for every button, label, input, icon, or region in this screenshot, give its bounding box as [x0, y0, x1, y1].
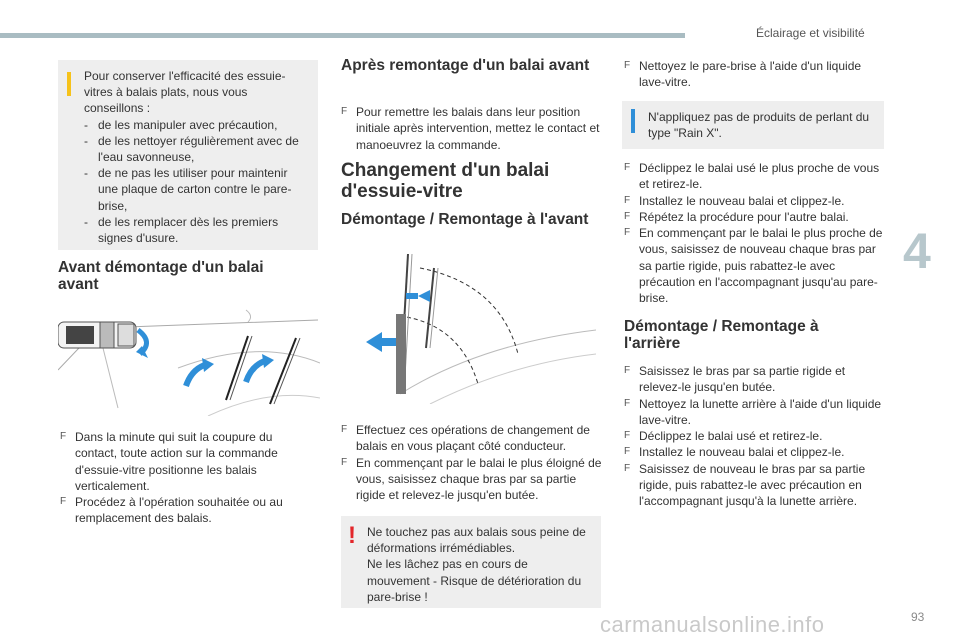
info-text: N'appliquez pas de produits de perlant du type "Rain X".	[648, 110, 870, 141]
tip-marker-icon	[67, 72, 71, 96]
clean-steps	[624, 58, 886, 91]
rear-subheading: Démontage / Remontage à l'arrière	[624, 318, 819, 352]
step-item: F Pour remettre les balais dans leur position initiale après intervention, mettez le contact et manoeuvrez la commande.	[341, 104, 603, 153]
step-item: F Saisissez le bras par sa partie rigide et relevez-le jusqu'en butée.	[624, 363, 886, 396]
warning-line: Ne les lâchez pas en cours de mouvement - Risque de détérioration du pare-brise !	[367, 557, 582, 604]
tip-item: - de les nettoyer régulièrement avec de l'eau savonneuse,	[84, 133, 308, 165]
tip-item: - de les remplacer dès les premiers signes d'usure.	[84, 214, 308, 246]
warning-exclamation-icon: !	[348, 522, 356, 549]
after-refit-steps	[341, 104, 603, 153]
front-wiper-removal-illustration	[360, 244, 596, 404]
front-removal-steps	[341, 422, 603, 503]
tip-item: - de les manipuler avec précaution,	[84, 117, 308, 133]
watermark: carmanualsonline.info	[600, 612, 825, 637]
blade-change-steps	[624, 160, 886, 307]
step-item: F Nettoyez le pare-brise à l'aide d'un liquide lave-vitre.	[624, 58, 886, 91]
info-note	[622, 101, 884, 149]
wiper-stalk-illustration	[58, 308, 320, 416]
rear-removal-steps	[624, 363, 886, 510]
step-item: F Dans la minute qui suit la coupure du contact, toute action sur la commande d'essuie-vitre positionne les balais verticalement.	[60, 429, 310, 494]
main-heading: Changement d'un balai d'essuie-vitre	[341, 160, 550, 202]
tip-note	[58, 60, 318, 250]
section-title: Éclairage et visibilité	[756, 26, 865, 40]
tip-intro: Pour conserver l'efficacité des essuie-vitres à balais plats, nous vous conseillons :	[84, 69, 286, 116]
heading-before-removal: Avant démontage d'un balai avant	[58, 259, 264, 293]
front-subheading: Démontage / Remontage à l'avant	[341, 211, 589, 228]
step-item: F Nettoyez la lunette arrière à l'aide d'un liquide lave-vitre.	[624, 396, 886, 429]
info-marker-icon	[631, 109, 635, 133]
step-item: F Saisissez de nouveau le bras par sa partie rigide, puis rabattez-le avec précaution en l'accompagnant jusqu'à la lunette arrière.	[624, 461, 886, 510]
tip-item: - de ne pas les utiliser pour maintenir une plaque de carton contre le pare-brise,	[84, 165, 308, 214]
warning-line: Ne touchez pas aux balais sous peine de déformations irrémédiables.	[367, 525, 586, 556]
step-item: F Procédez à l'opération souhaitée ou au remplacement des balais.	[60, 494, 310, 527]
warning-note	[341, 516, 601, 608]
step-item: F Installez le nouveau balai et clippez-le.	[624, 193, 886, 209]
chapter-number: 4	[903, 223, 931, 279]
step-item: F Déclippez le balai usé le plus proche de vous et retirez-le.	[624, 160, 886, 193]
page-number: 93	[911, 610, 925, 624]
step-item: F En commençant par le balai le plus proche de vous, saisissez de nouveau chaque bras par sa partie rigide, puis rabattez-le avec précaution en l'accompagnant jusqu'au pare-brise.	[624, 225, 886, 306]
top-bar	[0, 33, 685, 38]
before-removal-steps	[60, 429, 310, 527]
step-item: F En commençant par le balai le plus éloigné de vous, saisissez chaque bras par sa partie rigide et relevez-le jusqu'en butée.	[341, 455, 603, 504]
heading-after-refit: Après remontage d'un balai avant	[341, 57, 590, 74]
step-item: F Répétez la procédure pour l'autre balai.	[624, 209, 886, 225]
step-item: F Effectuez ces opérations de changement de balais en vous plaçant côté conducteur.	[341, 422, 603, 455]
step-item: F Installez le nouveau balai et clippez-le.	[624, 444, 886, 460]
step-item: F Déclippez le balai usé et retirez-le.	[624, 428, 886, 444]
